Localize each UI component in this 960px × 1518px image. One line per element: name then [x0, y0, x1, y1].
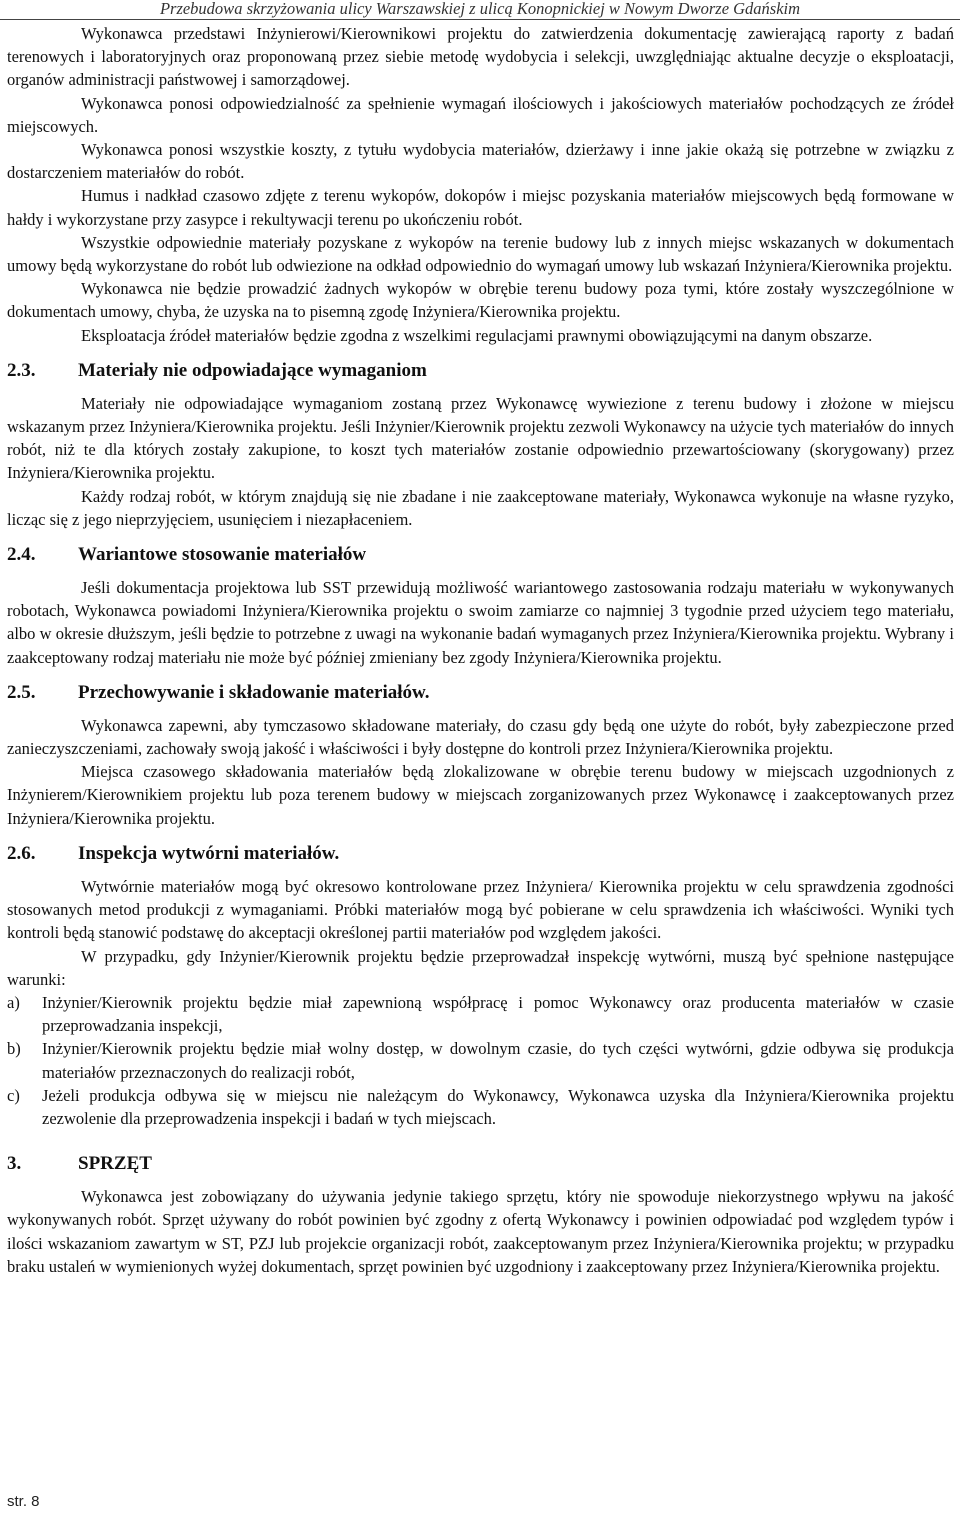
list-item — [7, 1037, 954, 1083]
paragraph: Wykonawca nie będzie prowadzić żadnych wykopów w obrębie terenu budowy poza tymi, które zostały wyszczególnione w dokumentach umowy, chyba, że uzyska na to pisemną zgodę Inżyniera/Kierownika projektu. — [7, 279, 954, 322]
paragraph: Wykonawca ponosi odpowiedzialność za spełnienie wymagań ilościowych i jakościowych materiałów pochodzących ze źródeł miejscowych. — [7, 93, 954, 136]
document-body — [7, 22, 954, 1278]
section-title: SPRZĘT — [78, 1153, 152, 1175]
section-heading-2-3 — [7, 359, 954, 382]
paragraph: W przypadku, gdy Inżynier/Kierownik projektu będzie przeprowadzał inspekcję wytwórni, muszą być spełnione następujące warunki: — [7, 946, 954, 989]
section-heading-2-4 — [7, 543, 954, 566]
section-number: 3. — [7, 1153, 22, 1175]
list-marker: a) — [7, 992, 20, 1012]
section-heading-2-6 — [7, 842, 954, 865]
paragraph: Eksploatacja źródeł materiałów będzie zgodna z wszelkimi regulacjami prawnymi obowiązującymi na danym obszarze. — [81, 325, 873, 345]
list-item — [7, 991, 954, 1037]
paragraph: Miejsca czasowego składowania materiałów będą zlokalizowane w obrębie terenu budowy w miejscach uzgodnionych z Inżynierem/Kierownikiem projektu lub poza terenem budowy w miejscach zorganizowanych przez Wykonawcę i zaakceptowanych przez Inżyniera/Kierownika projektu. — [7, 762, 954, 828]
section-heading-2-5 — [7, 681, 954, 704]
conditions-list — [7, 991, 954, 1130]
list-item-text: Inżynier/Kierownik projektu będzie miał wolny dostęp, w dowolnym czasie, do tych części wytwórni, gdzie odbywa się produkcja materiałów przeznaczonych do realizacji robót, — [42, 1039, 954, 1082]
section-number: 2.6. — [7, 842, 36, 864]
header-divider — [0, 19, 960, 20]
list-item-text: Jeżeli produkcja odbywa się w miejscu nie należącym do Wykonawcy, Wykonawca uzyska dla Inżyniera/Kierownika projektu zezwolenie dla przeprowadzenia inspekcji i badań w tych miejscach. — [42, 1085, 954, 1128]
paragraph: Wszystkie odpowiednie materiały pozyskane z wykopów na terenie budowy lub z innych miejsc wskazanych w dokumentach umowy będą wykorzystane do robót lub odwiezione na odkład odpowiednio do wymagań umowy lub wskazań Inżyniera/Kierownika projektu. — [7, 232, 954, 276]
paragraph: Materiały nie odpowiadające wymaganiom zostaną przez Wykonawcę wywiezione z terenu budowy i złożone w miejscu wskazanym przez Inżyniera/Kierownika projektu. Jeśli Inżynier/Kierownik projektu zezwoli Wykonawcy na użycie tych materiałów do innych robót, niż te dla których zostały zakupione, to koszt tych materiałów zostanie odpowiednio przewartościowany (skorygowany) przez Inżyniera/Kierownika projektu. — [7, 393, 954, 483]
section-title: Wariantowe stosowanie materiałów — [78, 544, 367, 566]
paragraph: Jeśli dokumentacja projektowa lub SST przewidują możliwość wariantowego zastosowania rodzaju materiału w wykonywanych robotach, Wykonawca powiadomi Inżyniera/Kierownika projektu o swoim zamiarze co najmniej 3 tygodnie przed użyciem tego materiału, albo w okresie dłuższym, jeśli będzie to potrzebne z uwagi na wykonanie badań wymaganych przez Inżyniera/Kierownika projektu. Wybrany i zaakceptowany rodzaj materiału nie może być później zmieniany bez zgody Inżyniera/Kierownika projektu. — [7, 578, 954, 667]
paragraph: Humus i nadkład czasowo zdjęte z terenu wykopów, dokopów i miejsc pozyskania materiałów miejscowych będą formowane w hałdy i wykorzystane przy zasypce i rekultywacji terenu po ukończeniu robót. — [7, 186, 954, 229]
paragraph: Każdy rodzaj robót, w którym znajdują się nie zbadane i nie zaakceptowane materiały, Wykonawca wykonuje na własne ryzyko, licząc się z jego nieprzyjęciem, usunięciem i niezapłaceniem. — [7, 486, 954, 529]
page-header: Przebudowa skrzyżowania ulicy Warszawskiej z ulicą Konopnickiej w Nowym Dworze Gdańskim — [159, 0, 801, 18]
paragraph: Wykonawca przedstawi Inżynierowi/Kierownikowi projektu do zatwierdzenia dokumentację zawierającą raporty z badań terenowych i laboratoryjnych oraz proponowaną przez siebie metodę wydobycia i selekcji, uwzględniając aktualne decyzje o eksploatacji, organów administracji państwowej i samorządowej. — [7, 24, 954, 90]
section-number: 2.4. — [7, 544, 36, 566]
section-title: Inspekcja wytwórni materiałów. — [78, 842, 340, 864]
list-item — [7, 1084, 954, 1130]
paragraph: Wytwórnie materiałów mogą być okresowo kontrolowane przez Inżyniera/ Kierownika projektu w celu sprawdzenia zgodności stosowanych metod produkcji z wymaganiami. Próbki materiałów mogą być pobierane w celu sprawdzenia ich właściwości. Wyniki tych kontroli będą stanowić podstawę do akceptacji określonej partii materiałów pod względem jakości. — [7, 876, 954, 943]
paragraph: Wykonawca zapewni, aby tymczasowo składowane materiały, do czasu gdy będą one użyte do robót, były zabezpieczone przed zanieczyszczeniami, zachowały swoją jakość i właściwości i były dostępne do kontroli przez Inżyniera/Kierownika projektu. — [7, 715, 954, 759]
section-heading-3 — [7, 1152, 954, 1175]
list-marker: b) — [7, 1039, 21, 1059]
section-title: Materiały nie odpowiadające wymaganiom — [78, 359, 427, 381]
paragraph: Wykonawca jest zobowiązany do używania jedynie takiego sprzętu, który nie spowoduje niekorzystnego wpływu na jakość wykonywanych robót. Sprzęt używany do robót powinien być zgodny z ofertą Wykonawcy i powinien odpowiadać pod względem typów i ilości wskazaniom zawartym w ST, PZJ lub projekcie organizacji robót, zaakceptowanym przez Inżyniera/Kierownika projektu; w przypadku braku ustaleń w wymienionych wyżej dokumentach, sprzęt powinien być uzgodniony i zaakceptowany przez Inżyniera/Kierownika projektu. — [7, 1187, 954, 1276]
section-number: 2.3. — [7, 359, 36, 381]
section-number: 2.5. — [7, 681, 36, 703]
section-title: Przechowywanie i składowanie materiałów. — [78, 681, 430, 703]
paragraph: Wykonawca ponosi wszystkie koszty, z tytułu wydobycia materiałów, dzierżawy i inne jakie okażą się potrzebne w związku z dostarczeniem materiałów do robót. — [7, 140, 954, 183]
list-item-text: Inżynier/Kierownik projektu będzie miał zapewnioną współpracę i pomoc Wykonawcy oraz producenta materiałów w czasie przeprowadzania inspekcji, — [42, 992, 954, 1036]
list-marker: c) — [7, 1085, 20, 1105]
page-number: str. 8 — [7, 1493, 40, 1510]
